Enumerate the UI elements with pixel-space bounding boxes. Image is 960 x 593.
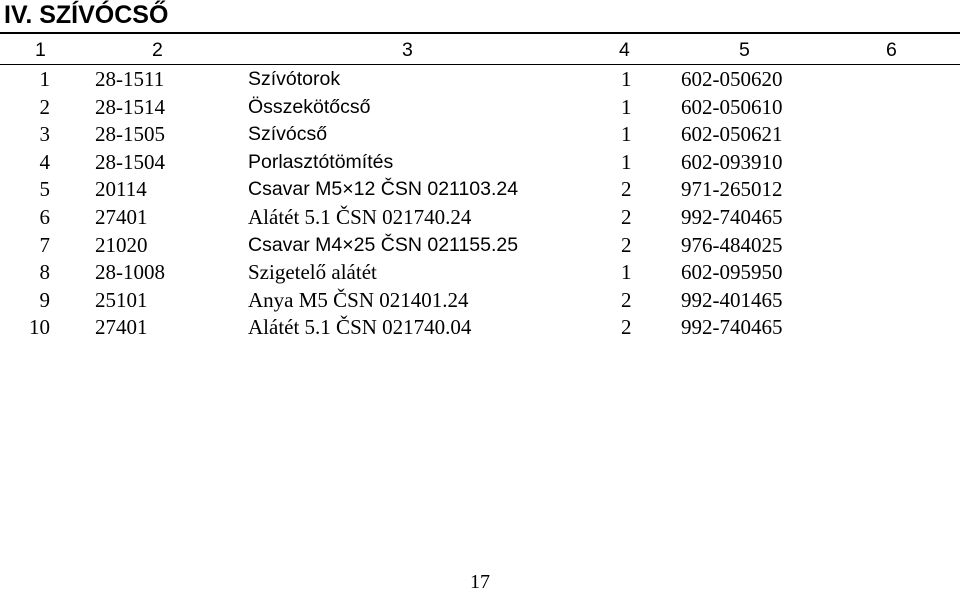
item-name: Szívócső [248,123,328,146]
part-number: 602-050620 [681,67,783,91]
item-code: 27401 [95,315,148,340]
part-number: 976-484025 [681,232,783,257]
table-row [0,257,960,285]
table-row [0,147,960,175]
section-title: IV. SZÍVÓCSŐ [4,1,169,29]
row-number: 1 [39,67,50,91]
table-row [0,285,960,313]
item-code: 28-1008 [95,260,165,285]
item-quantity: 2 [621,232,632,257]
part-number: 602-050621 [681,122,783,147]
column-header-3: 3 [402,39,413,61]
item-quantity: 2 [621,287,632,312]
part-number: 992-740465 [681,315,783,340]
item-code: 28-1504 [95,149,165,174]
row-number: 8 [39,260,50,285]
parts-table [0,64,960,340]
row-number: 6 [39,204,50,229]
item-name: Csavar M4×25 ČSN 021155.25 [248,233,519,256]
part-number: 602-050610 [681,94,783,119]
table-row [0,119,960,147]
item-code: 27401 [95,204,148,229]
item-code: 21020 [95,232,148,257]
item-quantity: 2 [621,204,632,229]
item-name: Szívótorok [248,68,341,90]
column-header-4: 4 [619,39,630,61]
row-number: 3 [39,122,50,147]
item-quantity: 2 [621,315,632,340]
item-name: Összekötőcső [248,95,371,118]
item-name: Csavar M5×12 ČSN 021103.24 [248,178,519,201]
table-row [0,202,960,230]
table-row [0,312,960,340]
part-number: 971-265012 [681,177,783,202]
item-quantity: 1 [621,122,632,147]
item-code: 28-1511 [95,67,165,91]
column-header-2: 2 [152,39,163,61]
column-header-5: 5 [739,39,750,61]
row-number: 9 [39,287,50,312]
item-quantity: 1 [621,94,632,119]
table-row [0,92,960,120]
row-number: 10 [29,315,50,340]
item-name: Szigetelő alátét [248,260,377,285]
row-number: 4 [39,149,50,174]
item-quantity: 1 [621,260,632,285]
item-name: Alátét 5.1 ČSN 021740.04 [248,315,472,340]
item-code: 25101 [95,287,148,312]
item-name: Porlasztótömítés [248,150,394,173]
part-number: 602-093910 [681,149,783,174]
item-quantity: 1 [621,149,632,174]
row-number: 7 [39,232,50,257]
item-code: 28-1505 [95,122,165,147]
page-number: 17 [470,571,490,593]
column-header-6: 6 [886,39,897,61]
row-number: 2 [39,94,50,119]
item-code: 28-1514 [95,94,165,119]
part-number: 992-401465 [681,287,783,312]
part-number: 602-095950 [681,260,783,285]
item-quantity: 2 [621,177,632,202]
part-number: 992-740465 [681,204,783,229]
item-name: Alátét 5.1 ČSN 021740.24 [248,204,472,229]
table-row [0,174,960,202]
title-underline [0,32,960,34]
item-quantity: 1 [621,67,632,91]
item-code: 20114 [95,177,147,202]
item-name: Anya M5 ČSN 021401.24 [248,287,469,312]
table-row [0,64,960,92]
column-header-1: 1 [35,39,46,61]
table-row [0,230,960,258]
row-number: 5 [39,177,50,202]
